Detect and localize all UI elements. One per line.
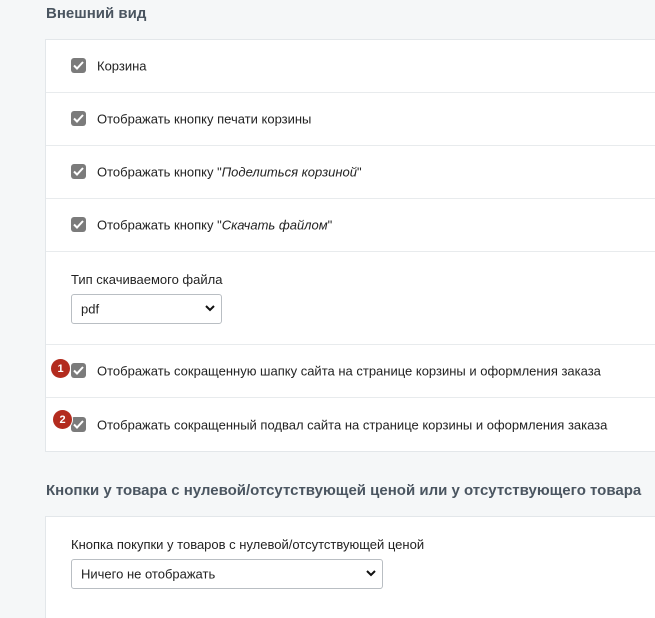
buy-button-select[interactable] (71, 559, 383, 589)
download-option-label (97, 218, 332, 233)
share-label-prefix: Отображать кнопку " (97, 164, 222, 180)
print-checkbox[interactable] (71, 111, 86, 126)
download-checkbox[interactable] (71, 217, 86, 232)
buy-button-label: Кнопка покупки у товаров с нулевой/отсутствующей ценой (71, 537, 425, 552)
checkmark-icon (73, 61, 84, 70)
share-option-label (97, 165, 362, 180)
appearance-section-title: Внешний вид (46, 5, 147, 22)
share-checkbox[interactable] (71, 164, 86, 179)
print-option-label: Отображать кнопку печати корзины (97, 111, 312, 127)
short-header-option-label: Отображать сокращенную шапку сайта на странице корзины и оформления заказа (97, 363, 601, 379)
download-option-row (46, 199, 655, 252)
checkmark-icon (73, 420, 84, 429)
short-footer-option-row (46, 398, 655, 451)
filetype-label: Тип скачиваемого файла (71, 272, 223, 287)
download-label-italic: Скачать файлом (221, 217, 328, 233)
short-footer-checkbox[interactable] (71, 417, 86, 432)
checkmark-icon (73, 366, 84, 375)
chevron-down-icon (366, 570, 376, 577)
appearance-panel (45, 39, 655, 452)
short-header-checkbox[interactable] (71, 363, 86, 378)
cart-option-row (46, 40, 655, 93)
share-option-row (46, 146, 655, 199)
print-option-row (46, 93, 655, 146)
buy-button-select-value: Ничего не отображать (81, 566, 216, 582)
zero-price-panel (45, 516, 655, 618)
download-label-prefix: Отображать кнопку " (97, 217, 222, 233)
share-label-suffix: " (357, 164, 362, 180)
short-header-option-row (46, 345, 655, 398)
zero-price-section-title: Кнопки у товара с нулевой/отсутствующей ценой или у отсутствующего товара (46, 482, 642, 499)
cart-checkbox[interactable] (71, 58, 86, 73)
annotation-badge-1: 1 (51, 359, 70, 378)
cart-option-label: Корзина (97, 58, 147, 74)
buy-button-row (46, 517, 655, 612)
checkmark-icon (73, 167, 84, 176)
short-footer-option-label: Отображать сокращенный подвал сайта на странице корзины и оформления заказа (97, 417, 608, 432)
checkmark-icon (73, 114, 84, 123)
checkmark-icon (73, 220, 84, 229)
annotation-badge-2: 2 (53, 410, 72, 429)
filetype-row (46, 252, 655, 345)
filetype-select-value: pdf (81, 301, 100, 317)
filetype-select[interactable] (71, 294, 222, 324)
chevron-down-icon (205, 305, 215, 312)
share-label-italic: Поделиться корзиной (221, 164, 357, 180)
download-label-suffix: " (327, 217, 333, 233)
